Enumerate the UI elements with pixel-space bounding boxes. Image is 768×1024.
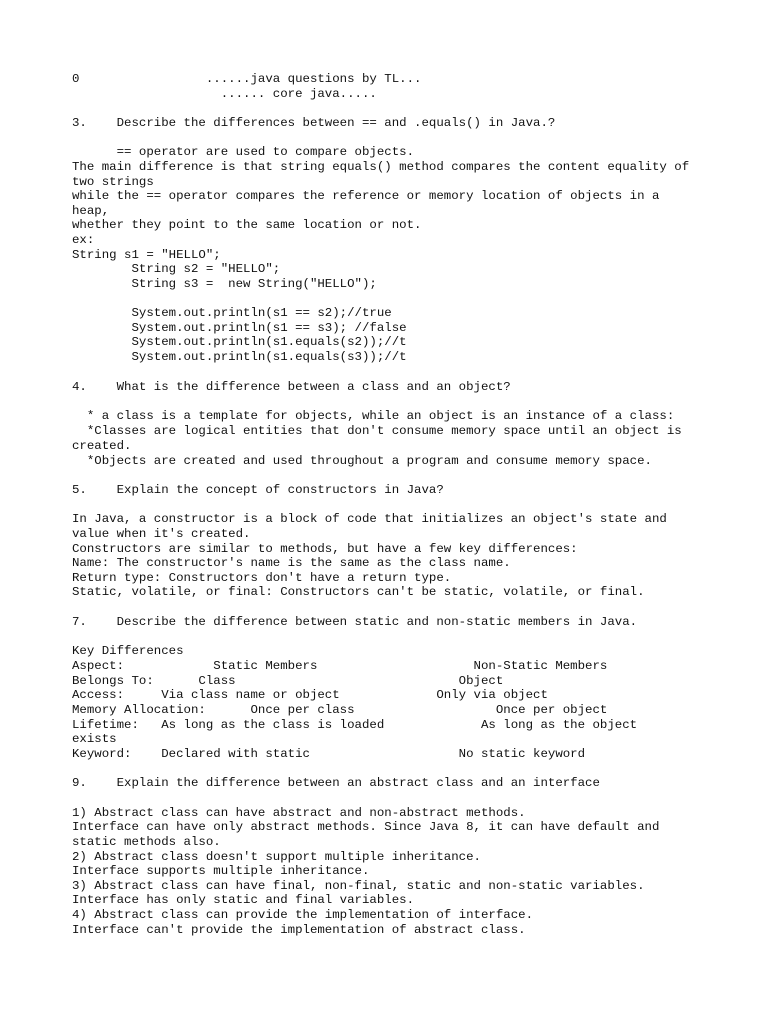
table-row: Memory Allocation: Once per class Once per object <box>72 703 608 717</box>
code-line: System.out.println(s1 == s2);//true <box>72 306 392 320</box>
text-line: Interface can't provide the implementation of abstract class. <box>72 923 526 937</box>
table-row: exists <box>72 732 117 746</box>
code-line: String s2 = "HELLO"; <box>72 262 281 276</box>
table-row: Keyword: Declared with static No static keyword <box>72 747 586 761</box>
text-line: Interface has only static and final variables. <box>72 893 415 907</box>
text-line: while the == operator compares the reference or memory location of objects in a <box>72 189 660 203</box>
text-line: ex: <box>72 233 95 247</box>
text-line: The main difference is that string equals() method compares the content equality of <box>72 160 690 174</box>
code-line: System.out.println(s1.equals(s2));//t <box>72 335 407 349</box>
text-line: Return type: Constructors don't have a return type. <box>72 571 452 585</box>
text-line: *Objects are created and used throughout a program and consume memory space. <box>72 454 652 468</box>
code-line: System.out.println(s1.equals(s3));//t <box>72 350 407 364</box>
code-line: System.out.println(s1 == s3); //false <box>72 321 407 335</box>
text-line: Interface supports multiple inheritance. <box>72 864 370 878</box>
text-line: value when it's created. <box>72 527 251 541</box>
subheader-line: ...... core java..... <box>72 87 377 101</box>
question-7-heading: 7. Describe the difference between static and non-static members in Java. <box>72 615 638 629</box>
question-3-heading: 3. Describe the differences between == and .equals() in Java.? <box>72 116 556 130</box>
text-line: 2) Abstract class doesn't support multiple inheritance. <box>72 850 481 864</box>
text-line: two strings <box>72 175 154 189</box>
text-line: Constructors are similar to methods, but have a few key differences: <box>72 542 578 556</box>
table-row: Belongs To: Class Object <box>72 674 504 688</box>
text-line: Static, volatile, or final: Constructors can't be static, volatile, or final. <box>72 585 645 599</box>
question-4-heading: 4. What is the difference between a class and an object? <box>72 380 511 394</box>
code-line: String s1 = "HELLO"; <box>72 248 221 262</box>
table-heading: Key Differences <box>72 644 184 658</box>
table-row: Lifetime: As long as the class is loaded As long as the object <box>72 718 638 732</box>
text-line: In Java, a constructor is a block of code that initializes an object's state and <box>72 512 667 526</box>
text-line: 1) Abstract class can have abstract and non-abstract methods. <box>72 806 526 820</box>
text-line: created. <box>72 439 132 453</box>
text-line: Name: The constructor's name is the same as the class name. <box>72 556 511 570</box>
question-9-heading: 9. Explain the difference between an abstract class and an interface <box>72 776 600 790</box>
text-line: * a class is a template for objects, while an object is an instance of a class: <box>72 409 675 423</box>
table-row: Aspect: Static Members Non-Static Members <box>72 659 608 673</box>
text-line: 3) Abstract class can have final, non-final, static and non-static variables. <box>72 879 645 893</box>
text-line: == operator are used to compare objects. <box>72 145 415 159</box>
text-line: 4) Abstract class can provide the implementation of interface. <box>72 908 534 922</box>
text-line: heap, <box>72 204 110 218</box>
text-line: static methods also. <box>72 835 221 849</box>
text-line: *Classes are logical entities that don't consume memory space until an object is <box>72 424 682 438</box>
header-line: 0 ......java questions by TL... <box>72 72 422 86</box>
code-line: String s3 = new String("HELLO"); <box>72 277 377 291</box>
table-row: Access: Via class name or object Only via object <box>72 688 548 702</box>
text-line: whether they point to the same location or not. <box>72 218 422 232</box>
question-5-heading: 5. Explain the concept of constructors in Java? <box>72 483 444 497</box>
text-line: Interface can have only abstract methods. Since Java 8, it can have default and <box>72 820 660 834</box>
